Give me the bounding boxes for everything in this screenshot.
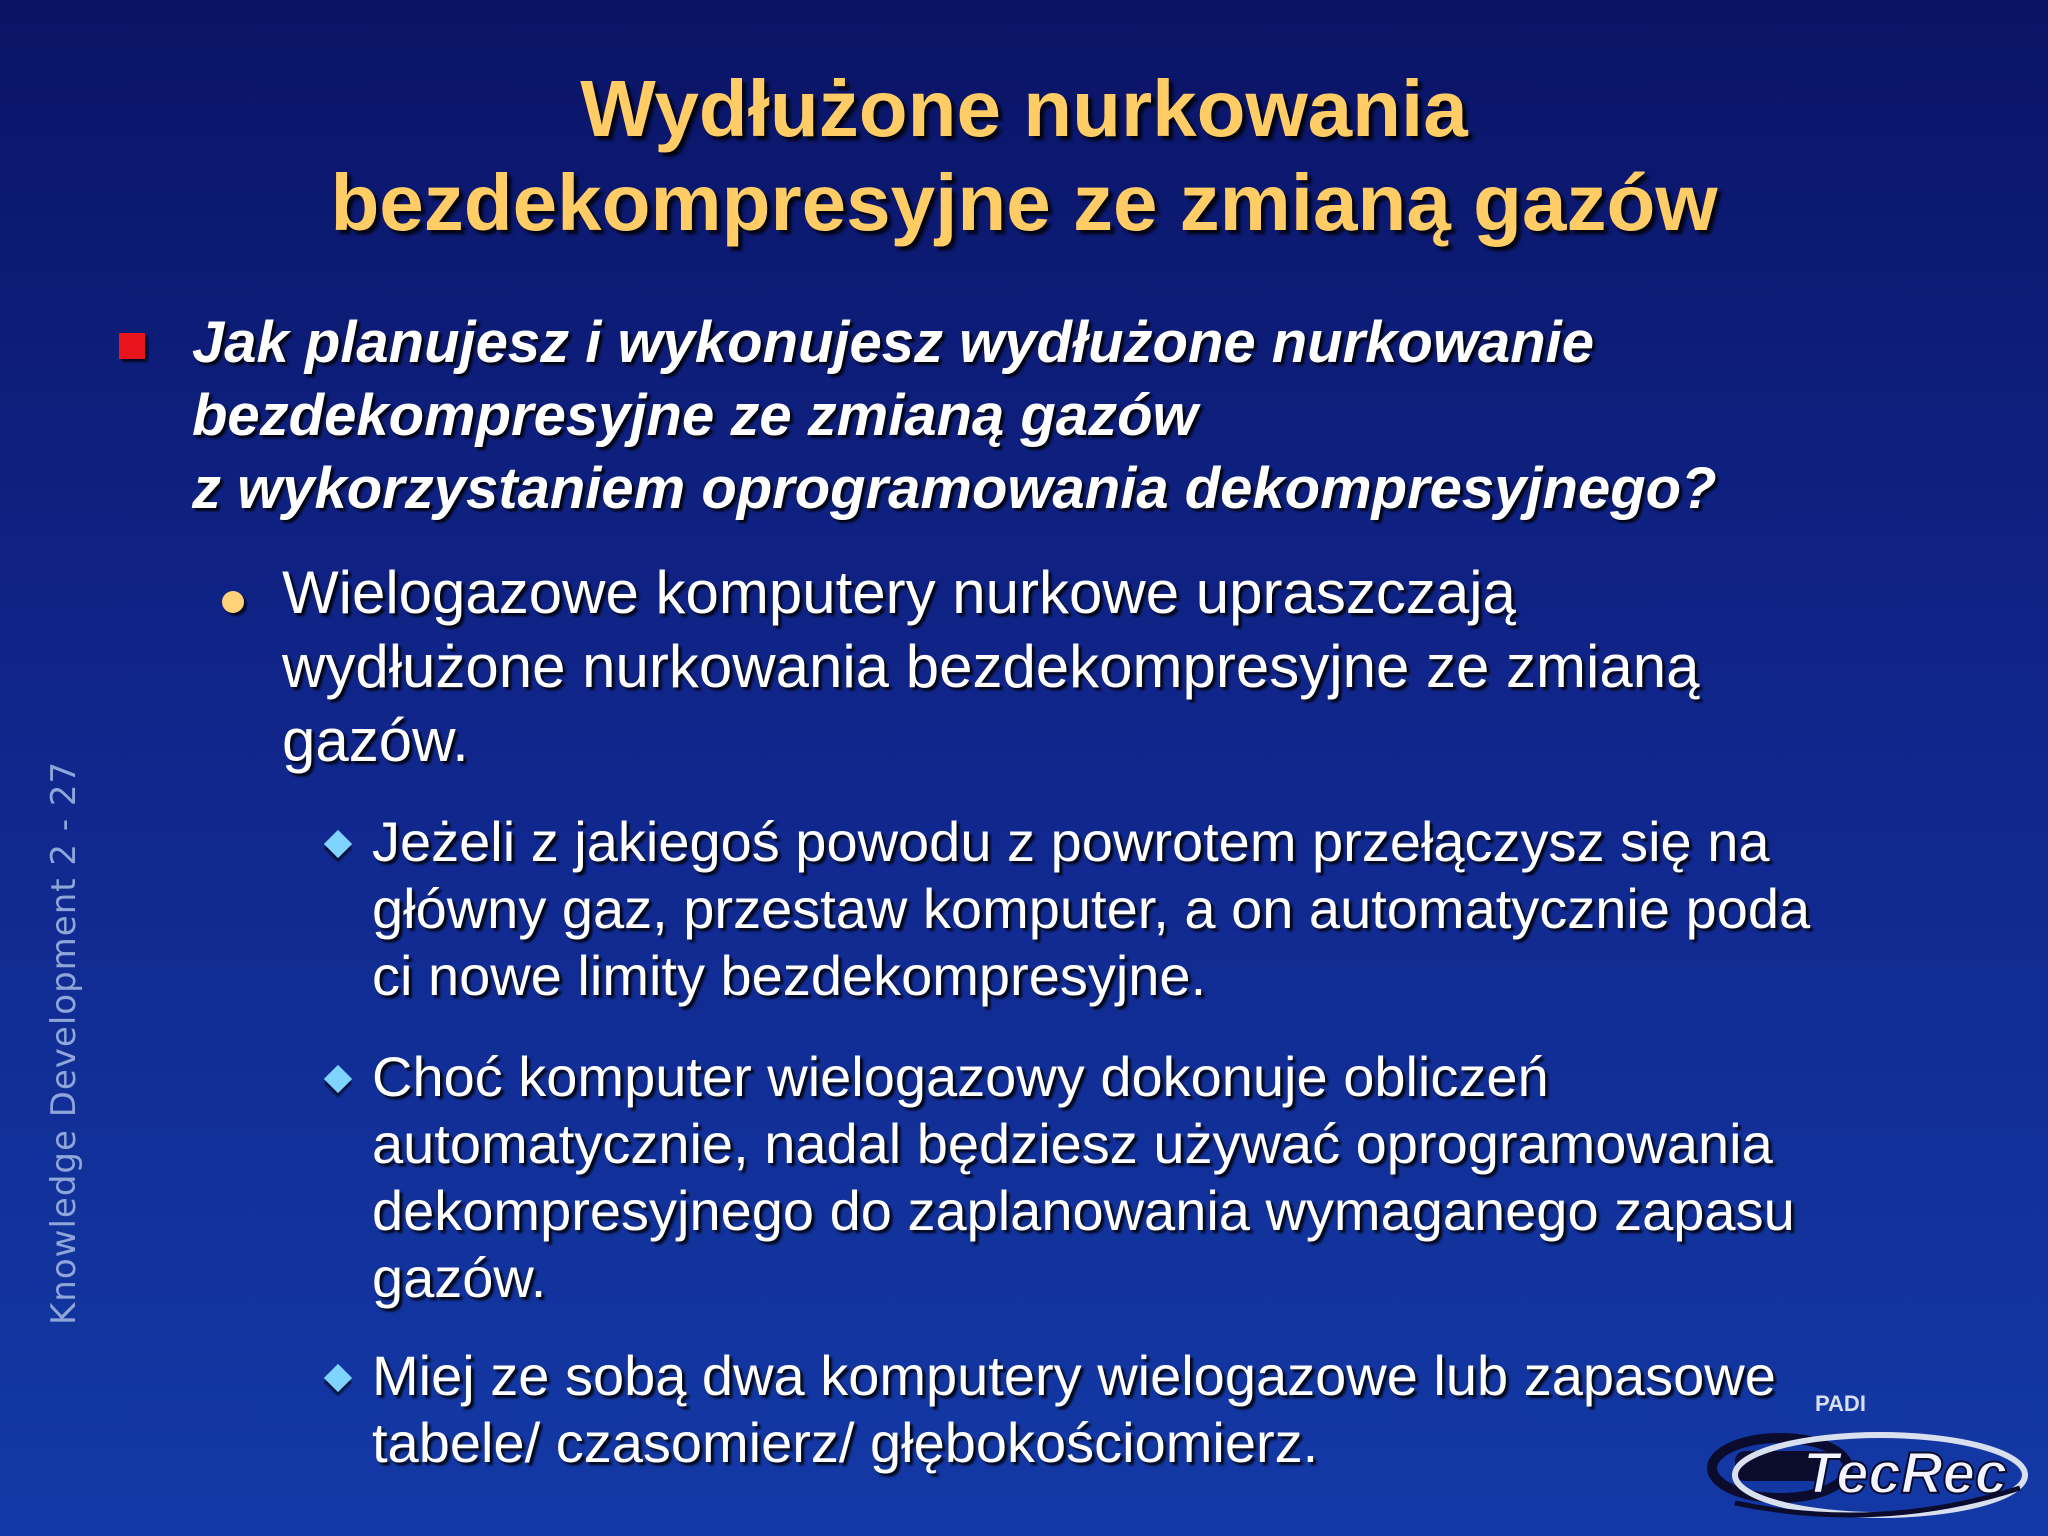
slide-title <box>0 62 2048 250</box>
subpoint-3-line-2: tabele/ czasomierz/ głębokościomierz. <box>372 1411 1319 1474</box>
subpoint-2-line-3: dekompresyjnego do zaplanowania wymaganego zapasu <box>372 1179 1795 1242</box>
slide-title-line-2: bezdekompresyjne ze zmianą gazów <box>330 158 1718 247</box>
question-line-3: z wykorzystaniem oprogramowania dekompresyjnego? <box>192 456 1717 521</box>
square-bullet-icon <box>119 333 145 359</box>
subpoint-1-line-1: Jeżeli z jakiegoś powodu z powrotem przełączysz się na <box>372 810 1770 873</box>
question-line-2: bezdekompresyjne ze zmianą gazów <box>192 383 1198 448</box>
point-line-3: gazów. <box>282 707 469 774</box>
diamond-bullet-icon <box>324 1364 352 1392</box>
subpoint-2-line-2: automatycznie, nadal będziesz używać oprogramowania <box>372 1112 1773 1175</box>
logo-top-text: PADI <box>1815 1393 1866 1416</box>
subpoint-1-line-3: ci nowe limity bezdekompresyjne. <box>372 944 1207 1007</box>
subpoint-2 <box>372 1043 2002 1311</box>
point-line-2: wydłużone nurkowania bezdekompresyjne ze zmianą <box>282 633 1700 700</box>
sidebar-section-label: Knowledge Development 2 - 27 <box>44 760 84 1325</box>
point-line-1: Wielogazowe komputery nurkowe upraszczają <box>282 559 1516 626</box>
subpoint-3-line-1: Miej ze sobą dwa komputery wielogazowe lub zapasowe <box>372 1344 1776 1407</box>
subpoint-2-line-1: Choć komputer wielogazowy dokonuje obliczeń <box>372 1045 1549 1108</box>
dot-bullet-icon <box>222 591 244 613</box>
padi-tecrec-logo <box>1695 1393 2030 1523</box>
diamond-bullet-icon <box>324 830 352 858</box>
subpoint-1 <box>372 808 2002 1009</box>
point-text <box>282 556 2002 778</box>
question-text <box>192 306 2012 525</box>
subpoint-1-line-2: główny gaz, przestaw komputer, a on automatycznie poda <box>372 877 1811 940</box>
subpoint-2-line-4: gazów. <box>372 1246 547 1309</box>
question-line-1: Jak planujesz i wykonujesz wydłużone nurkowanie <box>192 310 1595 375</box>
slide-title-line-1: Wydłużone nurkowania <box>580 64 1468 153</box>
diamond-bullet-icon <box>324 1065 352 1093</box>
logo-main-text: TecRec <box>1803 1441 2008 1506</box>
